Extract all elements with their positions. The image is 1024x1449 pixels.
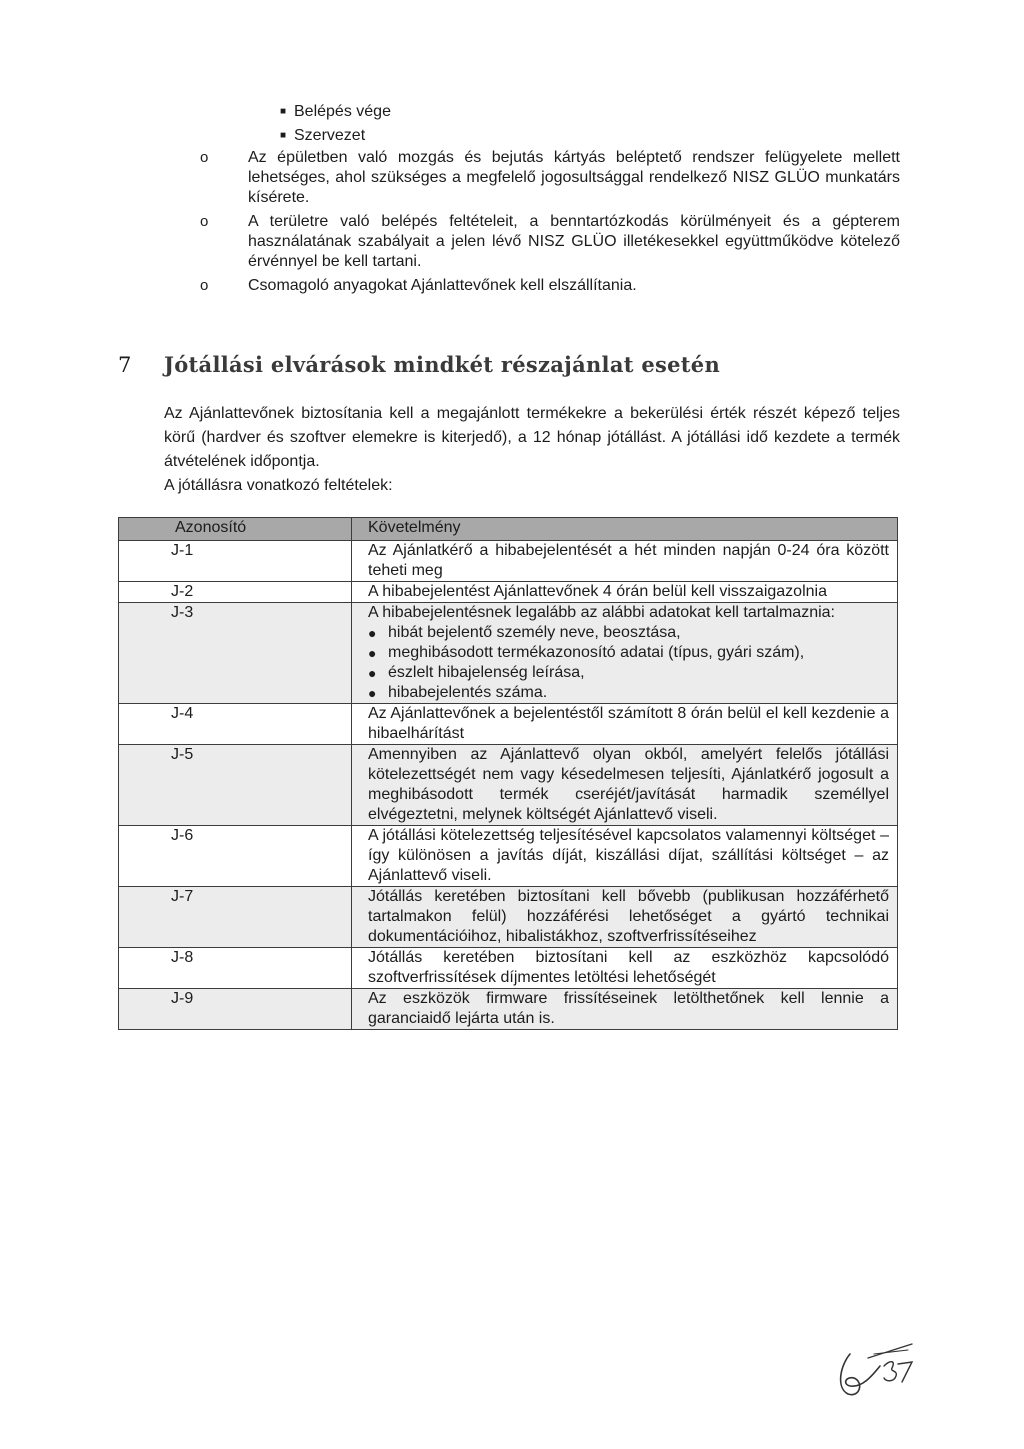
warranty-requirements-table [118, 517, 898, 1030]
row-requirement [352, 603, 898, 704]
table-header-row [119, 518, 898, 541]
conditions-label: A jótállásra vonatkozó feltételek: [164, 477, 393, 494]
list-item [368, 643, 889, 663]
header-id: Azonosító [119, 518, 352, 541]
row-id: J-6 [119, 826, 352, 887]
list-item-text: észlelt hibajelenség leírása, [388, 664, 585, 681]
row-requirement: A hibabejelentést Ajánlattevőnek 4 órán belül kell visszaigazolnia [352, 582, 898, 603]
list-item-text: meghibásodott termékazonosító adatai (típus, gyári szám), [388, 644, 805, 661]
row-requirement: Az Ajánlatkérő a hibabejelentését a hét minden napján 0-24 óra között teheti meg [352, 541, 898, 582]
table-row [119, 582, 898, 603]
list-item [368, 683, 889, 703]
table-row [119, 603, 898, 704]
table-row [119, 948, 898, 989]
intro-paragraph: Az Ajánlattevőnek biztosítania kell a megajánlott termékekre a bekerülési érték részét képező teljes körű (hardver és szoftver elemekre is kiterjedő), a 12 hónap jótállást. A jótállási idő kezdete a termék átvételének időpontja. [164, 405, 900, 470]
list-item [368, 663, 889, 683]
square-bullet-item [280, 100, 391, 124]
square-bullet-list [280, 100, 391, 148]
section-heading [118, 352, 918, 377]
list-item [368, 623, 889, 643]
circle-bullet-icon: o [200, 213, 209, 230]
circle-bullet-icon: o [200, 149, 209, 166]
section-title: Jótállási elvárások mindkét részajánlat esetén [164, 352, 721, 377]
table-row [119, 989, 898, 1030]
row-requirement: Jótállás keretében biztosítani kell az eszközhöz kapcsolódó szoftverfrissítések díjmentes letöltési lehetőségét [352, 948, 898, 989]
circle-bullet-text: A területre való belépés feltételeit, a benntartózkodás körülményeit és a gépterem használatának szabályait a jelen lévő NISZ GLÜO illetékesekkel együttműködve kötelező érvénnyel be kell tartani. [248, 213, 900, 270]
table-row [119, 826, 898, 887]
table-row [119, 704, 898, 745]
circle-bullet-icon: o [200, 277, 209, 294]
row-id: J-9 [119, 989, 352, 1030]
bullet-dot-icon: ● [368, 665, 377, 681]
row-requirement: A jótállási kötelezettség teljesítésével kapcsolatos valamennyi költséget – így különösen a javítás díját, kiszállási díjat, szállítási költséget – az Ajánlattevő viseli. [352, 826, 898, 887]
header-requirement: Követelmény [352, 518, 898, 541]
row-id: J-5 [119, 745, 352, 826]
row-requirement-text: A hibabejelentésnek legalább az alábbi adatokat kell tartalmaznia: [368, 604, 835, 621]
square-bullet-text: Szervezet [294, 127, 366, 144]
circle-bullet-item [200, 212, 900, 272]
row-requirement: Jótállás keretében biztosítani kell bővebb (publikusan hozzáférhető tartalmakon felül) hozzáférési lehetőséget a gyártó technikai dokumentációihoz, hibalistákhoz, szoftverfrissítéseihez [352, 887, 898, 948]
square-bullet-text: Belépés vége [294, 103, 391, 120]
row-requirement: Az Ajánlattevőnek a bejelentéstől számított 8 órán belül el kell kezdenie a hibaelhárítást [352, 704, 898, 745]
square-bullet-icon: ■ [280, 130, 287, 141]
circle-bullet-list [200, 148, 900, 300]
list-item-text: hibabejelentés száma. [388, 684, 548, 701]
table-row [119, 745, 898, 826]
square-bullet-icon: ■ [280, 106, 287, 117]
row-id: J-2 [119, 582, 352, 603]
intro-block [164, 402, 900, 498]
handwritten-signature [828, 1336, 918, 1400]
row-requirement: Amennyiben az Ajánlattevő olyan okból, amelyért felelős jótállási kötelezettségét nem vagy késedelmesen teljesíti, Ajánlatkérő jogosult a meghibásodott termék cseréjét/javítását harmadik személlyel elvégeztetni, melynek költségét Ajánlattevő viseli. [352, 745, 898, 826]
circle-bullet-item [200, 148, 900, 208]
section-number: 7 [118, 353, 132, 377]
bullet-dot-icon: ● [368, 645, 377, 661]
row-id: J-8 [119, 948, 352, 989]
required-data-list [368, 623, 889, 703]
bullet-dot-icon: ● [368, 625, 377, 641]
row-id: J-1 [119, 541, 352, 582]
row-id: J-3 [119, 603, 352, 704]
bullet-dot-icon: ● [368, 685, 377, 701]
row-id: J-4 [119, 704, 352, 745]
row-id: J-7 [119, 887, 352, 948]
circle-bullet-text: Csomagoló anyagokat Ajánlattevőnek kell elszállítania. [248, 277, 637, 294]
square-bullet-item [280, 124, 391, 148]
circle-bullet-item [200, 276, 900, 296]
list-item-text: hibát bejelentő személy neve, beosztása, [388, 624, 681, 641]
table-row [119, 887, 898, 948]
table-row [119, 541, 898, 582]
row-requirement: Az eszközök firmware frissítéseinek letölthetőnek kell lennie a garanciaidő lejárta után is. [352, 989, 898, 1030]
circle-bullet-text: Az épületben való mozgás és bejutás kártyás beléptető rendszer felügyelete mellett lehetséges, ahol szükséges a megfelelő jogosultsággal rendelkező NISZ GLÜO munkatárs kísérete. [248, 149, 900, 206]
